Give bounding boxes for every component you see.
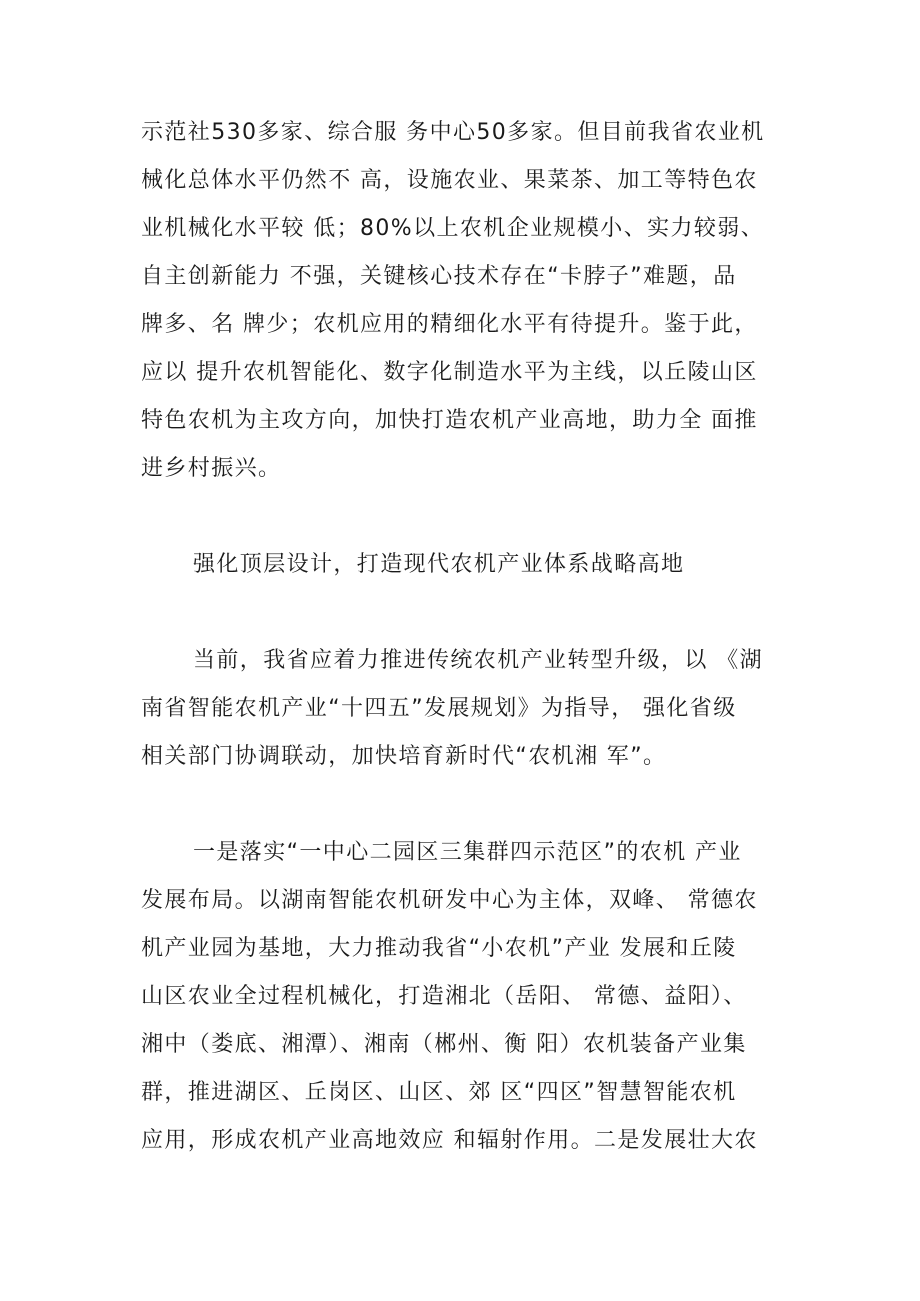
text-line: 业机械化水平较 低；80%以上农机企业规模小、实力较弱、 xyxy=(141,216,765,241)
text-line: 相关部门协调联动，加快培育新时代“农机湘 军”。 xyxy=(141,744,667,769)
text-line: 一是落实“一中心二园区三集群四示范区”的农机 产业 xyxy=(193,840,742,865)
text-line: 示范社530多家、综合服 务中心50多家。但目前我省农业机 xyxy=(141,120,765,145)
text-line: 当前，我省应着力推进传统农机产业转型升级，以 《湖 xyxy=(193,648,763,673)
text-line: 机产业园为基地，大力推动我省“小农机”产业 发展和丘陵 xyxy=(141,936,737,961)
section-heading xyxy=(141,541,801,589)
text-line: 南省智能农机产业“十四五”发展规划》为指导， 强化省级 xyxy=(141,696,737,721)
heading-text: 强化顶层设计，打造现代农机产业体系战略高地 xyxy=(193,552,685,577)
text-line: 应以 提升农机智能化、数字化制造水平为主线，以丘陵山区 xyxy=(141,360,758,385)
text-line: 山区农业全过程机械化，打造湘北（岳阳、 常德、益阳）、 xyxy=(141,984,747,1009)
text-line: 群，推进湖区、丘岗区、山区、郊 区“四区”智慧智能农机 xyxy=(141,1080,737,1105)
text-line: 自主创新能力 不强，关键核心技术存在“卡脖子”难题，品 xyxy=(141,264,737,289)
text-line: 进乡村振兴。 xyxy=(141,456,282,481)
text-line: 械化总体水平仍然不 高，设施农业、果菜茶、加工等特色农 xyxy=(141,168,758,193)
paragraph-plan xyxy=(141,637,801,781)
text-line: 发展布局。以湖南智能农机研发中心为主体，双峰、 常德农 xyxy=(141,888,758,913)
text-line: 特色农机为主攻方向，加快打造农机产业高地，助力全 面推 xyxy=(141,408,758,433)
text-line: 应用，形成农机产业高地效应 和辐射作用。二是发展壮大农 xyxy=(141,1128,758,1153)
paragraph-intro xyxy=(141,109,801,493)
text-line: 牌多、名 牌少；农机应用的精细化水平有待提升。鉴于此， xyxy=(141,312,758,337)
text-line: 湘中（娄底、湘潭）、湘南（郴州、衡 阳）农机装备产业集 xyxy=(141,1032,747,1057)
paragraph-layout xyxy=(141,829,801,1165)
